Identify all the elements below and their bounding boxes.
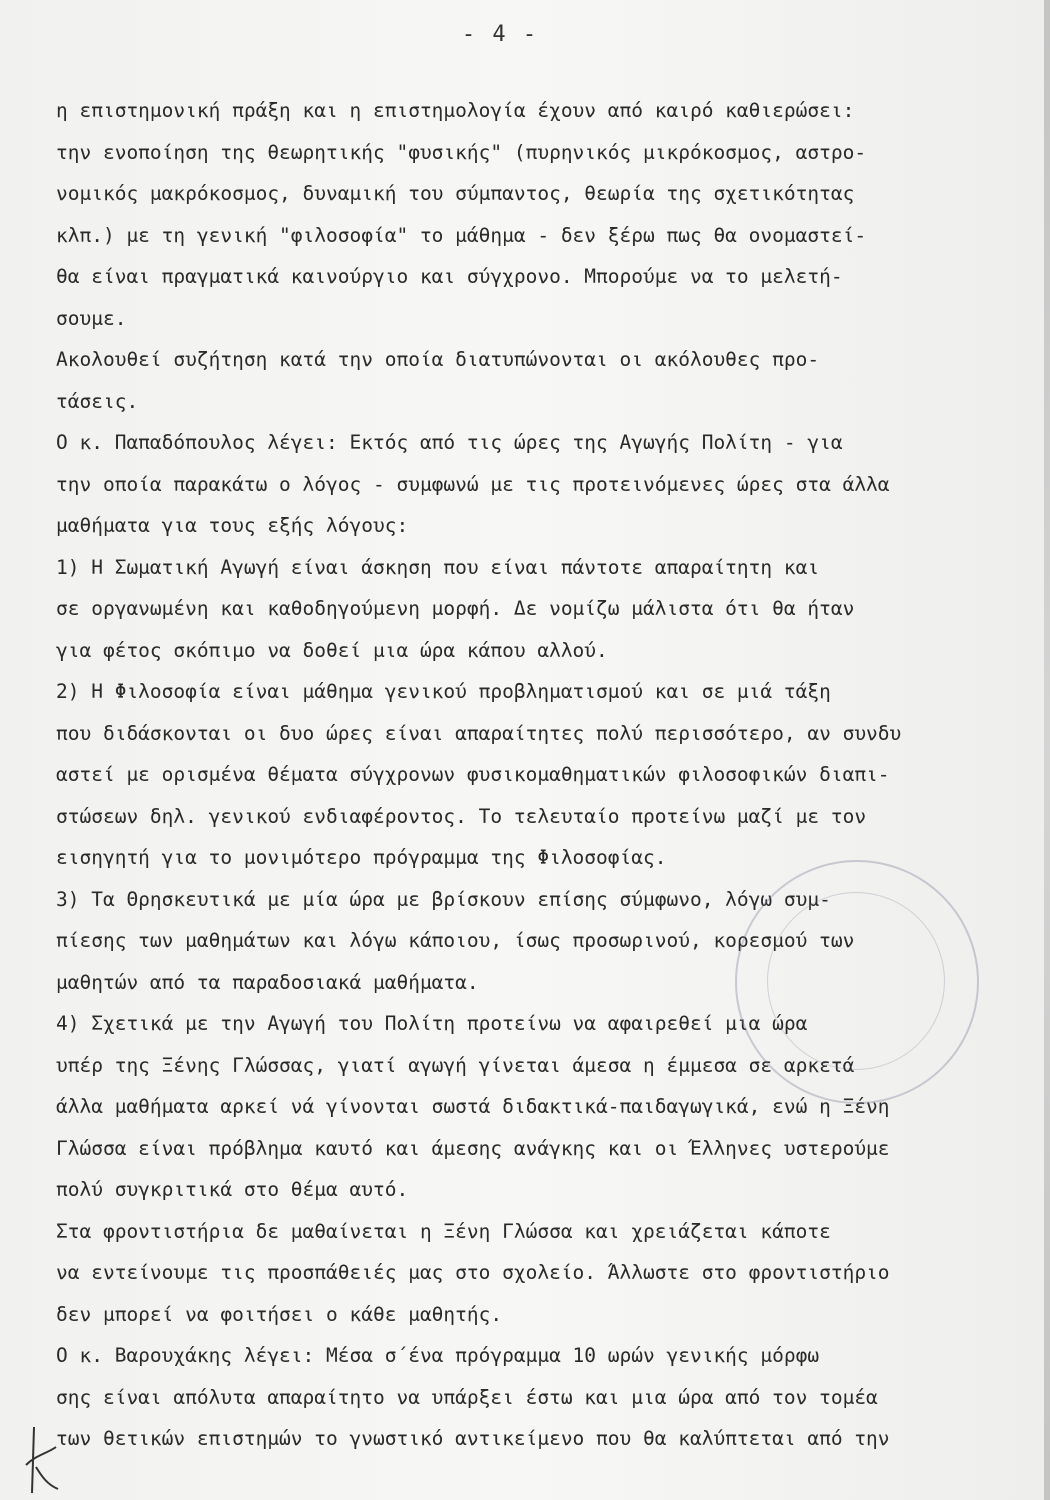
text-line: δεν μπορεί να φοιτήσει ο κάθε μαθητής. [56, 1302, 503, 1326]
official-stamp [735, 860, 979, 1104]
text-line: Ακολουθεί συζήτηση κατά την οποία διατυπώνονται οι ακόλουθες προ- [56, 348, 820, 371]
text-line: 4) Σχετικά με την Αγωγή του Πολίτη προτείνω να αφαιρεθεί μια ώρα [56, 1012, 808, 1035]
text-line: 3) Τα Θρησκευτικά με μία ώρα με βρίσκουν επίσης σύμφωνο, λόγω συμ- [56, 887, 831, 911]
page-number: - 4 - [461, 22, 539, 47]
text-line: που διδάσκονται οι δυο ώρες είναι απαραίτητες πολύ περισσότερο, αν συνδυ [56, 721, 902, 745]
text-line: Γλώσσα είναι πρόβλημα καυτό και άμεσης ανάγκης και οι Έλληνες υστερούμε [56, 1136, 890, 1160]
text-line: την οποία παρακάτω ο λόγος - συμφωνώ με τις προτεινόμενες ώρες στα άλλα [56, 472, 890, 496]
text-line: μαθήματα για τους εξής λόγους: [56, 514, 409, 537]
text-line: 2) Η Φιλοσοφία είναι μάθημα γενικού προβληματισμού και σε μιά τάξη [56, 680, 831, 703]
text-line: η επιστημονική πράξη και η επιστημολογία έχουν από καιρό καθιερώσει: [56, 99, 855, 122]
body-text [56, 90, 1046, 1460]
text-line: τάσεις. [56, 389, 139, 413]
text-line: εισηγητή για το μονιμότερο πρόγραμμα της Φιλοσοφίας. [56, 846, 667, 869]
text-line: την ενοποίηση της θεωρητικής "φυσικής" (πυρηνικός μικρόκοσμος, αστρο- [56, 140, 867, 164]
text-line: των θετικών επιστημών το γνωστικό αντικείμενο που θα καλύπτεται από την [56, 1427, 890, 1450]
text-line: 1) Η Σωματική Αγωγή είναι άσκηση που είναι πάντοτε απαραίτητη και [56, 555, 820, 579]
text-line: αστεί με ορισμένα θέματα σύγχρονων φυσικομαθηματικών φιλοσοφικών διαπι- [56, 763, 890, 786]
margin-annotation-mark [22, 1425, 62, 1495]
text-line: άλλα μαθήματα αρκεί νά γίνονται σωστά διδακτικά-παιδαγωγικά, ενώ η Ξένη [56, 1095, 890, 1118]
text-line: να εντείνουμε τις προσπάθειές μας στο σχολείο. Άλλωστε στο φροντιστήριο [56, 1261, 890, 1284]
text-line: υπέρ της Ξένης Γλώσσας, γιατί αγωγή γίνεται άμεσα η έμμεσα σε αρκετά [56, 1053, 855, 1077]
text-line: στώσεων δηλ. γενικού ενδιαφέροντος. Το τελευταίο προτείνω μαζί με τον [56, 804, 867, 828]
text-line: Στα φροντιστήρια δε μαθαίνεται η Ξένη Γλώσσα και χρειάζεται κάποτε [56, 1219, 831, 1243]
text-line: Ο κ. Παπαδόπουλος λέγει: Εκτός από τις ώρες της Αγωγής Πολίτη - για [56, 431, 843, 454]
text-line: θα είναι πραγματικά καινούργιο και σύγχρονο. Μπορούμε να το μελετή- [56, 265, 843, 288]
text-line: σουμε. [56, 306, 127, 330]
text-line: νομικός μακρόκοσμος, δυναμική του σύμπαντος, θεωρία της σχετικότητας [56, 182, 855, 205]
text-line: σης είναι απόλυτα απαραίτητο να υπάρξει έστω και μια ώρα από τον τομέα [56, 1385, 878, 1409]
text-line: κλπ.) με τη γενική "φιλοσοφία" το μάθημα - δεν ξέρω πως θα ονομαστεί- [56, 223, 867, 247]
text-line: πολύ συγκριτικά στο θέμα αυτό. [56, 1178, 409, 1201]
text-line: Ο κ. Βαρουχάκης λέγει: Μέσα σ΄ένα πρόγραμμα 10 ωρών γενικής μόρφω [56, 1344, 820, 1367]
text-line: πίεσης των μαθημάτων και λόγω κάποιου, ίσως προσωρινού, κορεσμού των [56, 929, 855, 952]
text-line: μαθητών από τα παραδοσιακά μαθήματα. [56, 970, 479, 994]
text-line: για φέτος σκόπιμο να δοθεί μια ώρα κάπου αλλού. [56, 638, 608, 662]
text-line: σε οργανωμένη και καθοδηγούμενη μορφή. Δε νομίζω μάλιστα ότι θα ήταν [56, 597, 855, 620]
